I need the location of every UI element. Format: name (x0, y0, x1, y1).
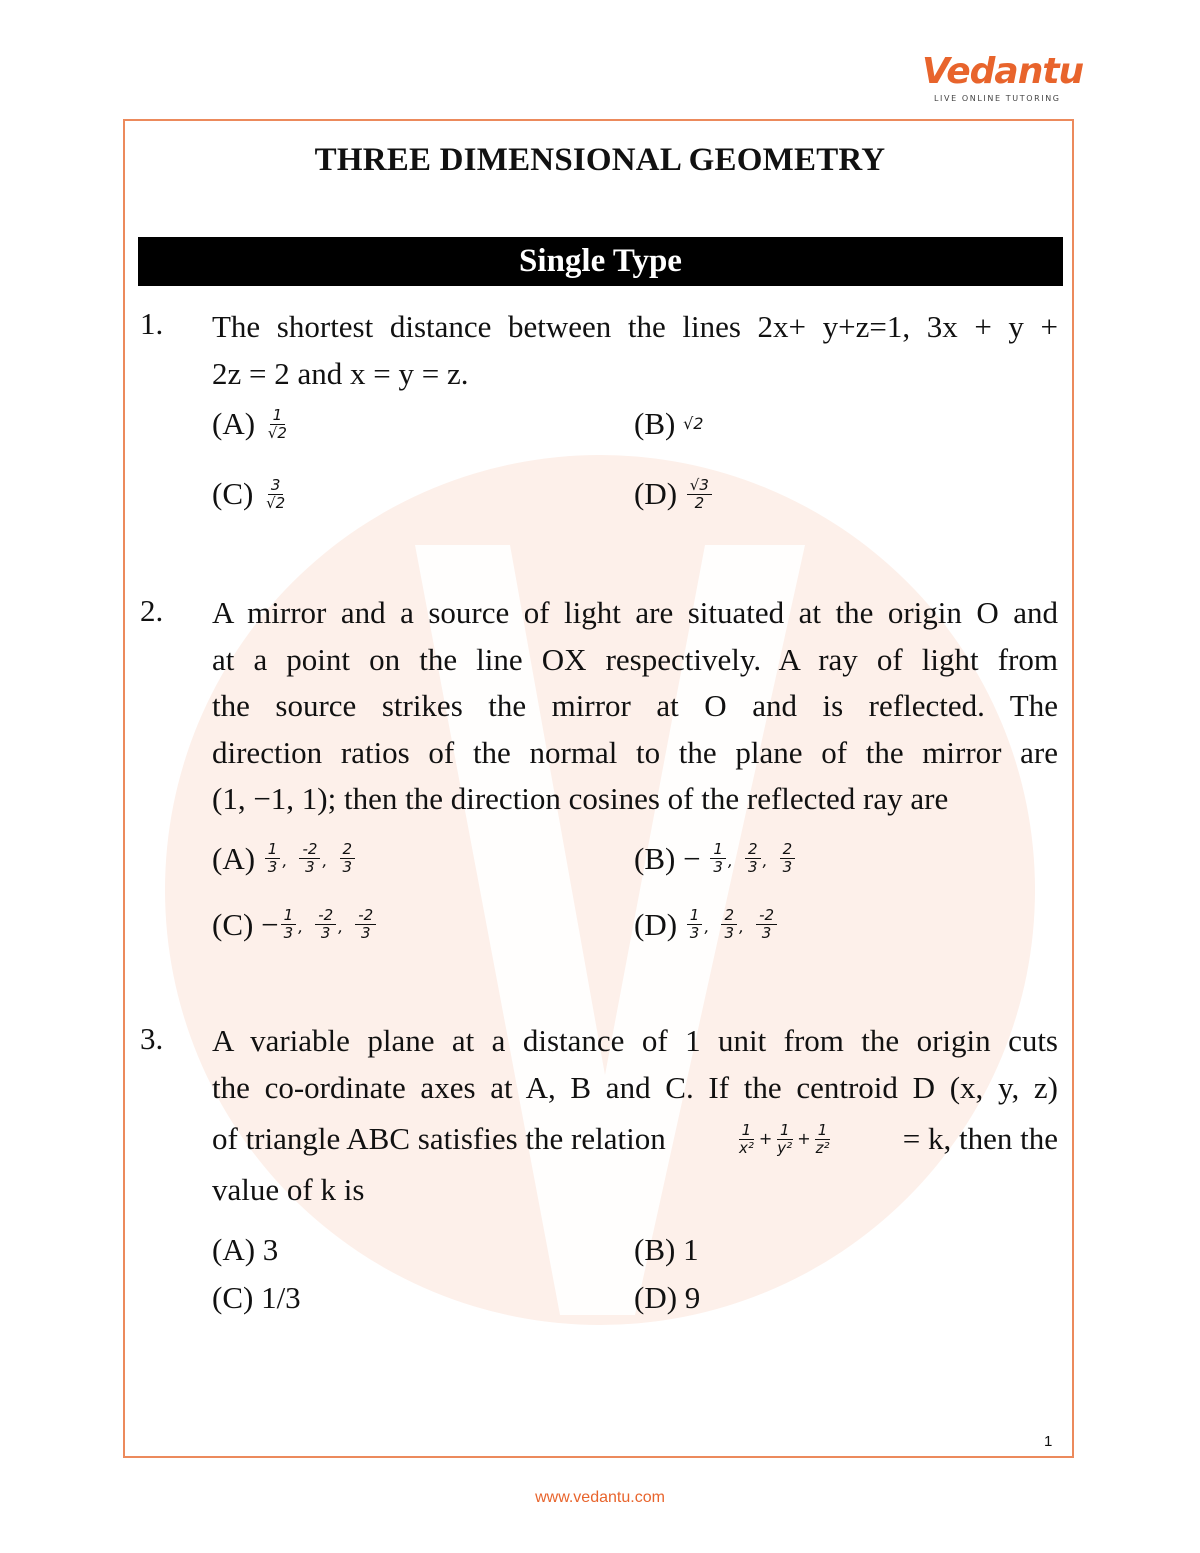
question-1-option-a[interactable] (212, 404, 292, 444)
question-2-line: at a point on the line OX respectively. A ray of light from (212, 641, 1058, 677)
option-label: (A) (212, 840, 256, 876)
fraction-denominator: 3 (360, 924, 371, 943)
question-2-text (212, 590, 1058, 823)
separator: , (704, 917, 710, 936)
question-2-line: A mirror and a source of light are situated at the origin O and (212, 595, 1058, 630)
logo-tagline: LIVE ONLINE TUTORING (934, 94, 1061, 103)
fraction (340, 841, 356, 876)
fraction-numerator: 2 (745, 841, 761, 859)
option-label: (A) (212, 406, 256, 441)
fraction (687, 477, 712, 512)
fraction-denominator: 3 (320, 924, 331, 943)
section-header: Single Type (138, 237, 1063, 286)
separator: , (322, 851, 328, 870)
fraction-denominator: 3 (782, 858, 793, 877)
question-3-option-d[interactable]: (D) 9 (634, 1280, 701, 1315)
fraction-numerator: 1 (687, 907, 703, 925)
question-1-number: 1. (140, 306, 164, 341)
page-number: 1 (1044, 1433, 1053, 1450)
fraction-numerator: 1 (710, 841, 726, 859)
question-3-number: 3. (140, 1021, 164, 1056)
question-2-line: (1, −1, 1); then the direction cosines of the reflected ray are (212, 781, 949, 816)
separator: , (298, 917, 304, 936)
separator: , (727, 851, 733, 870)
question-3-text (212, 1018, 1058, 1214)
logo-wordmark: Vedantu (922, 51, 1084, 92)
fraction-numerator: 1 (270, 407, 286, 425)
fraction-numerator: 1 (777, 1122, 793, 1140)
fraction-denominator: 3 (724, 924, 734, 943)
fraction-denominator: 3 (689, 924, 700, 943)
fraction (745, 841, 761, 876)
fraction-numerator: 2 (721, 907, 737, 925)
separator: , (762, 851, 768, 870)
page-title: THREE DIMENSIONAL GEOMETRY (314, 142, 886, 178)
fraction-numerator: 2 (340, 841, 356, 859)
question-3-line (212, 1111, 1058, 1167)
vedantu-logo (922, 51, 1084, 108)
question-2-option-d[interactable] (634, 902, 789, 947)
question-3-option-c[interactable]: (C) 1/3 (212, 1280, 301, 1315)
question-1-line: 2z = 2 and x = y = z. (212, 355, 469, 391)
fraction (721, 907, 737, 942)
fraction-numerator: 1 (815, 1122, 831, 1140)
question-3-option-b[interactable]: (B) 1 (634, 1232, 699, 1267)
separator: , (338, 917, 344, 936)
question-2-option-c[interactable] (212, 902, 388, 947)
relation-expression (734, 1116, 834, 1163)
fraction-denominator: √2 (267, 423, 287, 442)
fraction (263, 477, 288, 512)
question-2-line: direction ratios of the normal to the plane of the mirror are (212, 734, 1058, 770)
fraction-denominator: z² (815, 1138, 830, 1157)
fraction-denominator: 3 (713, 858, 723, 877)
fraction-denominator: 3 (283, 924, 294, 943)
fraction (813, 1122, 833, 1157)
fraction-numerator: -2 (355, 907, 376, 925)
question-3-line: the co-ordinate axes at A, B and C. If the centroid D (x, y, z) (212, 1069, 1058, 1105)
fraction-denominator: 3 (747, 858, 758, 877)
option-label: (B) − (634, 840, 701, 876)
fraction-numerator: √3 (687, 477, 712, 495)
question-3-text-fragment: = k, then the (902, 1120, 1058, 1156)
fraction (756, 907, 777, 942)
fraction-numerator: 2 (780, 841, 796, 859)
fraction (281, 907, 297, 942)
plus-sign: + (797, 1128, 811, 1148)
question-1-option-d[interactable] (634, 474, 714, 514)
option-label: (C) (212, 476, 254, 511)
question-1-text (212, 304, 1058, 397)
fraction-denominator: x² (739, 1138, 754, 1157)
fraction-denominator: 2 (694, 493, 705, 512)
option-label: (D) (634, 906, 678, 942)
question-2-number: 2. (140, 593, 164, 628)
fraction (774, 1122, 795, 1157)
website-link[interactable]: www.vedantu.com (535, 1489, 665, 1506)
question-1-line: The shortest distance between the lines 2x+ y+z=1, 3x + y + (212, 309, 1058, 344)
fraction (780, 841, 796, 876)
separator: , (738, 917, 745, 936)
question-2-line: the source strikes the mirror at O and is reflected. The (212, 688, 1058, 723)
question-3-line: A variable plane at a distance of 1 unit from the origin cuts (212, 1023, 1058, 1058)
option-label: (B) (634, 406, 676, 441)
question-3-line: value of k is (212, 1172, 365, 1207)
fraction-numerator: 3 (268, 477, 284, 495)
question-2-option-b[interactable] (634, 836, 807, 881)
question-2-option-a[interactable] (212, 836, 367, 881)
fraction (315, 907, 336, 942)
fraction-denominator: 3 (267, 858, 278, 877)
fraction (710, 841, 726, 876)
option-label: (C) − (212, 906, 279, 942)
question-1-option-b[interactable] (634, 404, 703, 444)
fraction-numerator: 1 (739, 1122, 755, 1140)
fraction (299, 841, 320, 876)
fraction-denominator: 3 (761, 924, 772, 943)
fraction-numerator: 1 (281, 907, 297, 925)
option-label: (D) (634, 476, 678, 511)
fraction-denominator: √2 (266, 493, 286, 512)
question-3-option-a[interactable]: (A) 3 (212, 1232, 279, 1267)
question-1-option-c[interactable] (212, 474, 290, 514)
fraction (265, 841, 281, 876)
option-value: √2 (683, 414, 704, 433)
fraction-denominator: y² (777, 1138, 793, 1157)
fraction (687, 907, 703, 942)
question-3-text-fragment: of triangle ABC satisfies the relation (212, 1120, 666, 1156)
plus-sign: + (758, 1128, 773, 1148)
fraction-numerator: -2 (756, 907, 777, 925)
fraction-numerator: 1 (265, 841, 281, 859)
fraction-numerator: -2 (315, 907, 336, 925)
separator: , (282, 851, 288, 870)
fraction (736, 1122, 757, 1157)
fraction-numerator: -2 (299, 841, 320, 859)
fraction (265, 407, 290, 442)
fraction (355, 907, 376, 942)
fraction-denominator: 3 (305, 858, 315, 877)
fraction-denominator: 3 (342, 858, 353, 877)
